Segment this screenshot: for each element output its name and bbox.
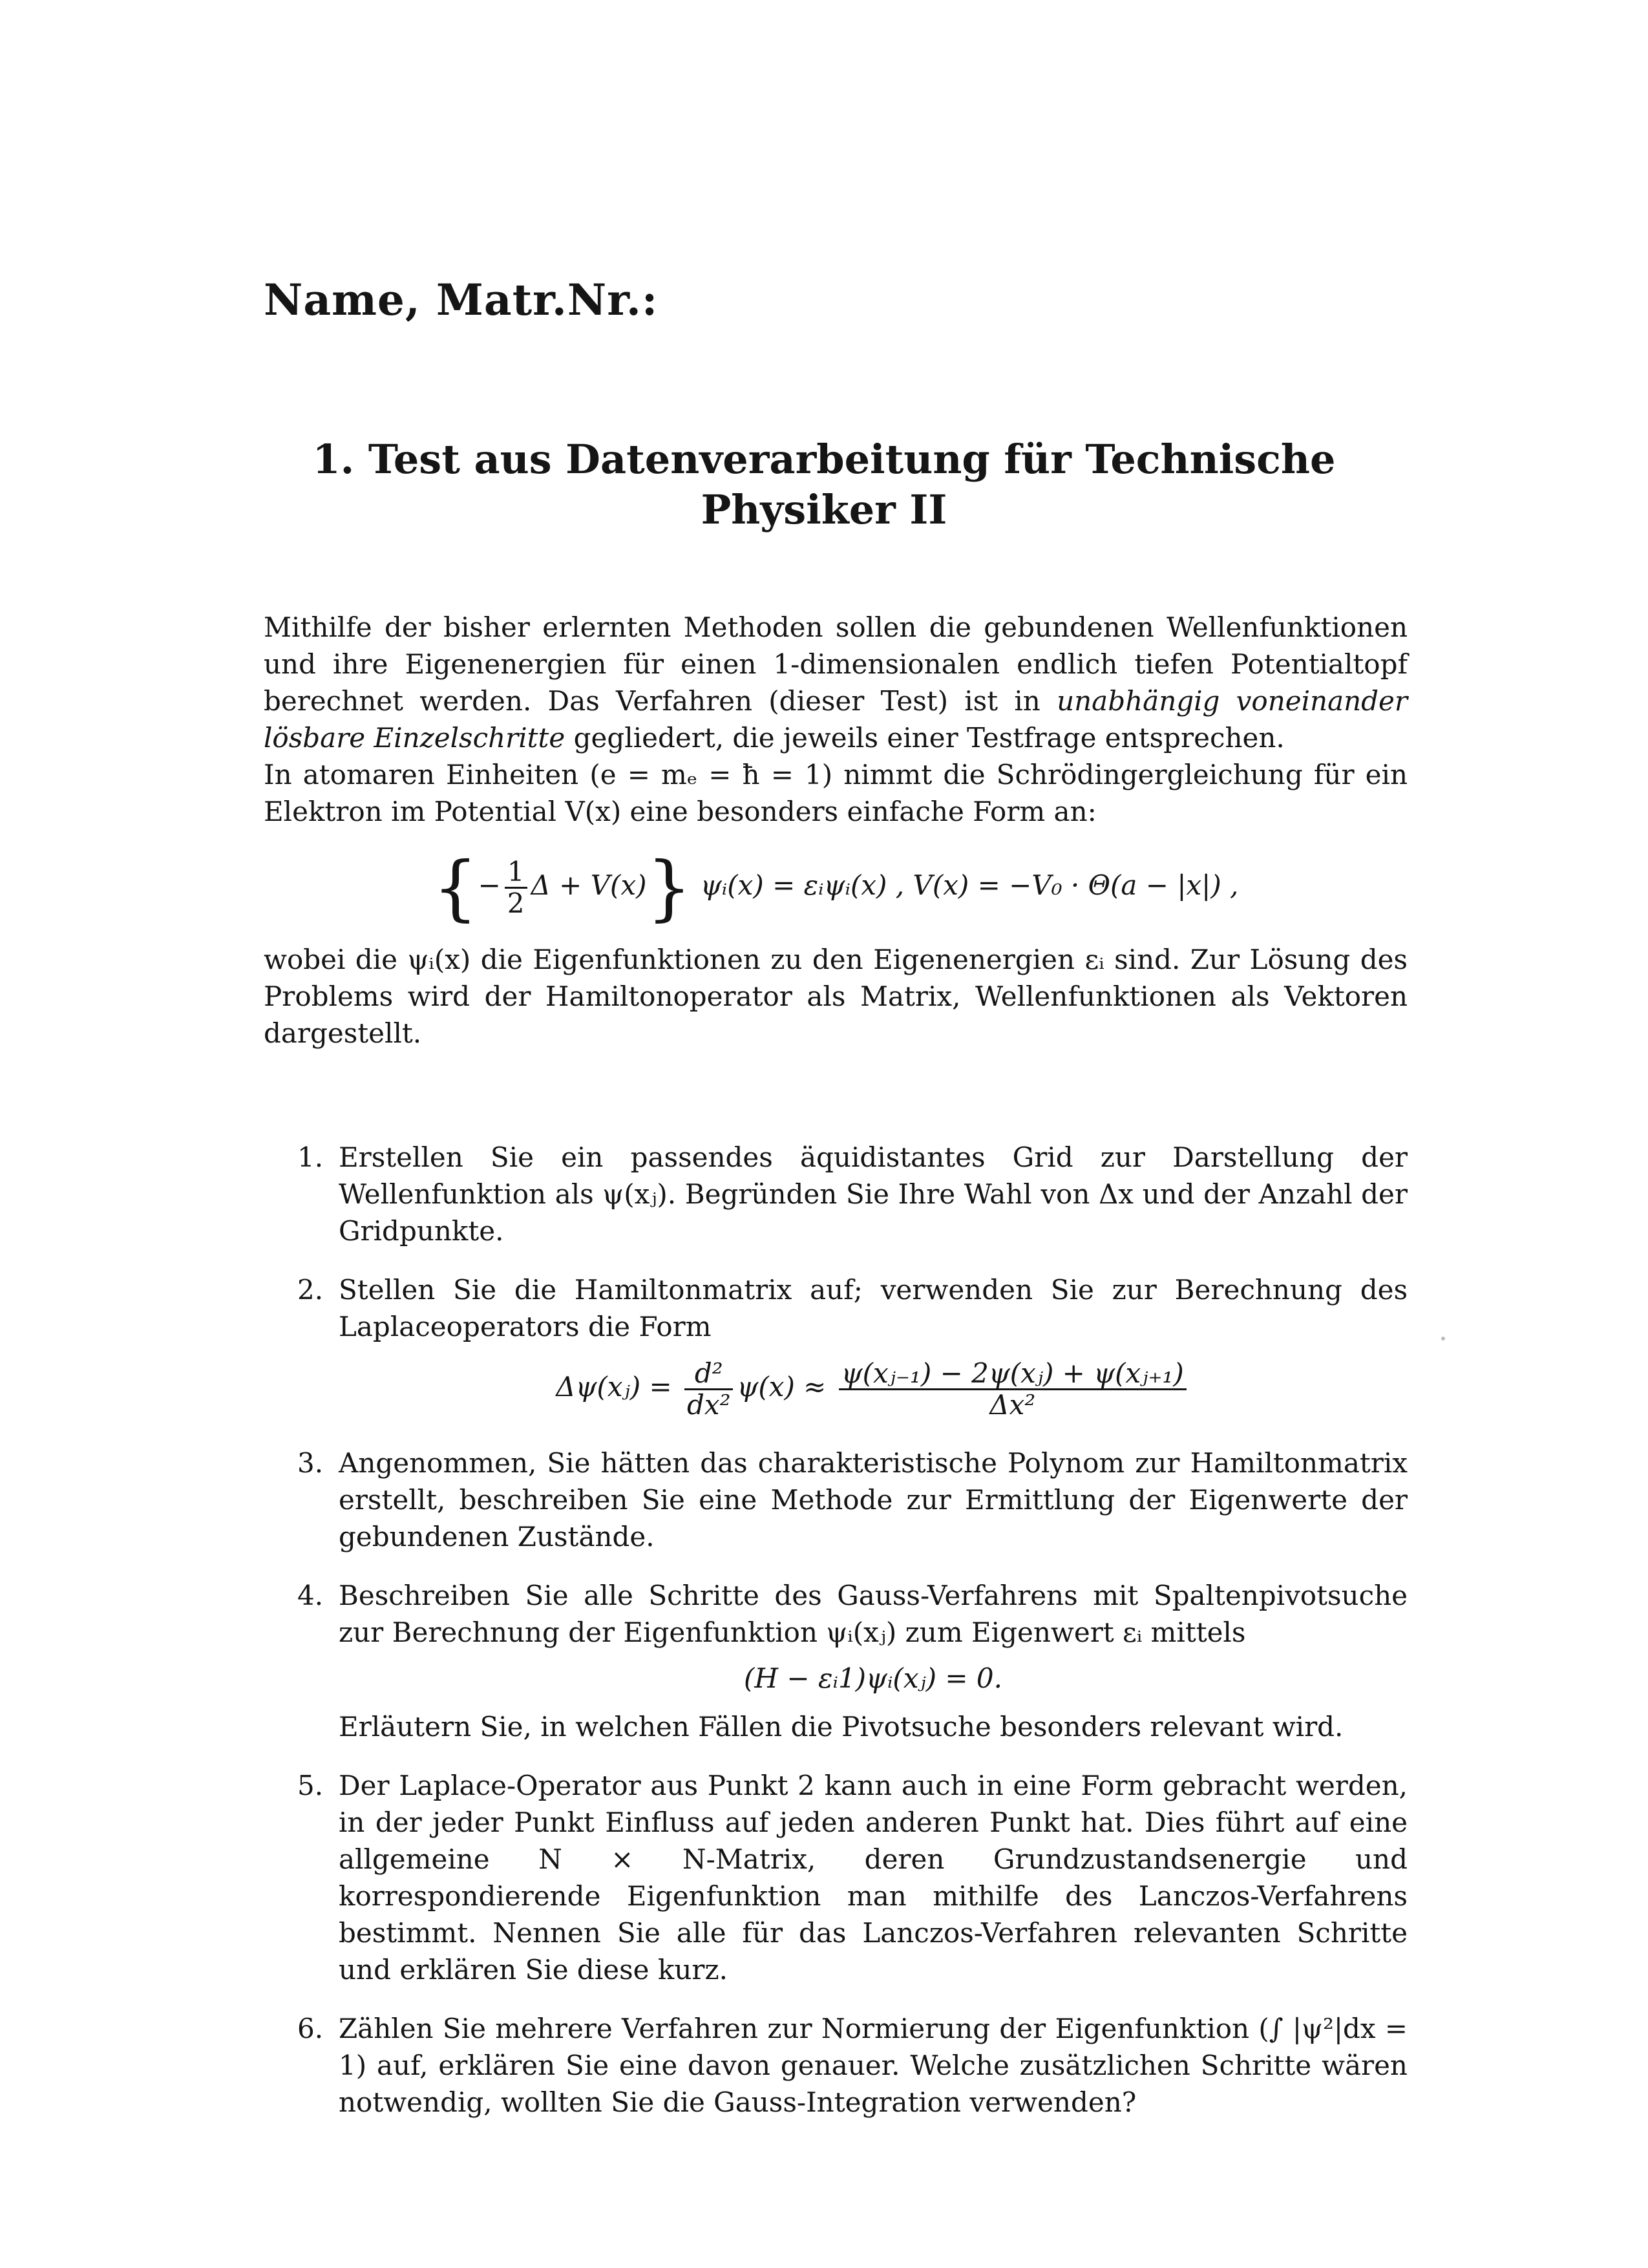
laplace-mid: ψ(x) ≈ <box>737 1371 827 1403</box>
task-number: 3. <box>297 1447 324 1479</box>
task-text: Stellen Sie die Hamiltonmatrix auf; verwenden Sie zur Berechnung des Laplaceoperators die Form <box>339 1274 1408 1342</box>
right-brace: } <box>646 846 692 929</box>
derivative-fraction <box>684 1359 733 1420</box>
left-brace: { <box>432 846 478 929</box>
intro-paragraph <box>264 609 1408 830</box>
task-number: 2. <box>297 1274 324 1306</box>
derivative-numerator: d² <box>684 1359 733 1390</box>
intro-text-1a: Mithilfe der bisher erlernten Methoden sollen die gebundenen Wellenfunktionen und ihre Eigenenergien für einen 1-dimensionalen endlich tiefen Potentialtopf berechnet werden. Das Verfahren (dieser Test) ist in <box>264 611 1408 717</box>
task-list <box>297 1139 1408 2143</box>
fraction-numerator: 1 <box>505 857 527 889</box>
task-item-3 <box>297 1445 1408 1555</box>
task-text: Zählen Sie mehrere Verfahren zur Normierung der Eigenfunktion (∫ |ψ²|dx = 1) auf, erklären Sie eine davon genauer. Welche zusätzlichen Schritte wären notwendig, wollten Sie die Gauss-Integration verwenden? <box>339 2013 1408 2118</box>
laplace-equation <box>339 1351 1408 1423</box>
difference-denominator: Δx² <box>989 1388 1036 1421</box>
formula-fraction <box>505 857 527 918</box>
task-item-6 <box>297 2010 1408 2121</box>
task-number: 6. <box>297 2013 324 2044</box>
intro-emphasis: unabhängig voneinander lösbare Einzelschritte <box>264 685 1408 754</box>
intro-continuation <box>264 941 1408 1052</box>
task-number: 1. <box>297 1141 324 1173</box>
intro-text-1 <box>264 609 1408 756</box>
formula-minus: − <box>478 869 501 901</box>
task-text: Beschreiben Sie alle Schritte des Gauss-Verfahrens mit Spaltenpivotsuche zur Berechnung der Eigenfunktion ψᵢ(xⱼ) zum Eigenwert εᵢ mittels <box>339 1580 1408 1648</box>
task-item-1 <box>297 1139 1408 1249</box>
task-number: 5. <box>297 1770 324 1801</box>
task-text: Angenommen, Sie hätten das charakteristische Polynom zur Hamiltonmatrix erstellt, beschreiben Sie eine Methode zur Ermittlung der Eigenwerte der gebundenen Zustände. <box>339 1447 1408 1553</box>
gauss-equation: (H − εᵢ1)ψᵢ(xⱼ) = 0. <box>744 1662 1002 1694</box>
schroedinger-equation <box>264 846 1408 929</box>
derivative-denominator: dx² <box>687 1388 731 1421</box>
scan-speck <box>1441 1337 1445 1341</box>
task-text: Der Laplace-Operator aus Punkt 2 kann auch in eine Form gebracht werden, in der jeder Punkt Einfluss auf jeden anderen Punkt hat. Dies führt auf eine allgemeine N × N-Matrix, deren Grundzustandsenergie und korrespondierende Eigenfunktion man mithilfe des Lanczos-Verfahrens bestimmt. Nennen Sie alle für das Lanczos-Verfahren relevanten Schritte und erklären Sie diese kurz. <box>339 1770 1408 1986</box>
task-text-continued: Erläutern Sie, in welchen Fällen die Pivotsuche besonders relevant wird. <box>339 1711 1344 1743</box>
laplace-lhs: Δψ(xⱼ) = <box>556 1371 672 1403</box>
task-item-4 <box>297 1577 1408 1745</box>
intro-text-1b: gegliedert, die jeweils einer Testfrage entsprechen. <box>565 722 1285 754</box>
task-number: 4. <box>297 1580 324 1611</box>
fraction-denominator: 2 <box>507 887 525 919</box>
task-item-2 <box>297 1271 1408 1423</box>
title-line-2: Physiker II <box>701 486 947 533</box>
page-title <box>194 434 1454 535</box>
name-matrnr-label: Name, Matr.Nr.: <box>264 275 659 325</box>
task-text: Erstellen Sie ein passendes äquidistantes Grid zur Darstellung der Wellenfunktion als ψ(xⱼ). Begründen Sie Ihre Wahl von Δx und der Anzahl der Gridpunkte. <box>339 1141 1408 1247</box>
formula-rest: ψᵢ(x) = εᵢψᵢ(x) , V(x) = −V₀ · Θ(a − |x|) , <box>700 869 1239 901</box>
difference-numerator: ψ(xⱼ₋₁) − 2ψ(xⱼ) + ψ(xⱼ₊₁) <box>839 1359 1187 1390</box>
formula-inner: Δ + V(x) <box>531 869 647 901</box>
intro2-text: wobei die ψᵢ(x) die Eigenfunktionen zu den Eigenenergien εᵢ sind. Zur Lösung des Problems wird der Hamiltonoperator als Matrix, Wellenfunktionen als Vektoren dargestellt. <box>264 944 1408 1049</box>
title-line-1: 1. Test aus Datenverarbeitung für Technische <box>312 436 1336 483</box>
intro-text-2: In atomaren Einheiten (e = mₑ = ħ = 1) nimmt die Schrödingergleichung für ein Elektron im Potential V(x) eine besonders einfache Form an: <box>264 759 1408 827</box>
task-item-5 <box>297 1767 1408 1988</box>
difference-fraction <box>839 1359 1187 1420</box>
